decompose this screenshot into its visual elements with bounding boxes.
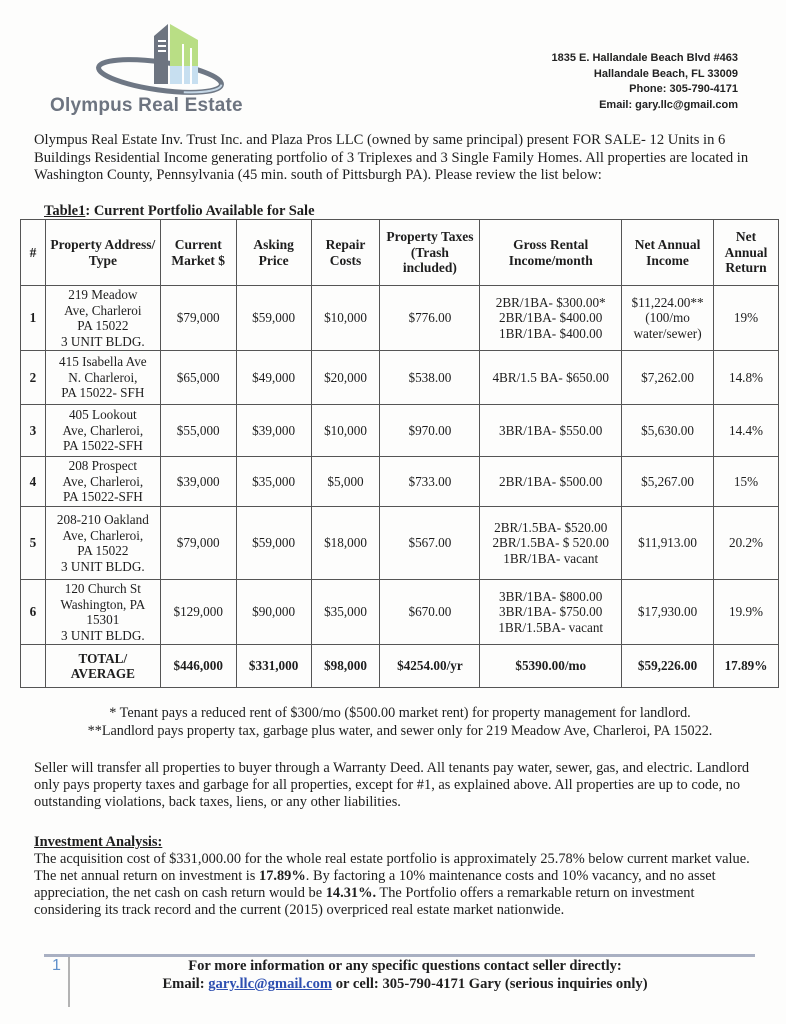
cell-rental	[480, 405, 622, 457]
cell-num: 1	[21, 286, 46, 351]
investment-text-part1: The acquisition cost of $331,000.00 for the whole real estate portfolio is approximately 25.78% below current market value. The net annual return on investment is	[34, 851, 750, 884]
cell-repair: $5,000	[311, 457, 380, 507]
col-header-rental: Gross Rental Income/month	[480, 220, 622, 286]
cell-address-line: Ave, Charleroi,	[62, 473, 144, 489]
cell-asking: $59,000	[236, 507, 311, 580]
cell-address-line: PA 15022-SFH	[62, 489, 143, 505]
table-caption	[44, 203, 315, 220]
cell-address-line: 208 Prospect	[68, 458, 138, 474]
cell-market: $65,000	[160, 351, 236, 405]
cell-address-line: PA 15022	[77, 318, 129, 333]
footnotes	[20, 705, 780, 740]
cell-rental	[480, 507, 622, 580]
cell-address-line: 3 UNIT BLDG.	[61, 627, 145, 643]
logo-text: Olympus Real Estate	[50, 95, 243, 116]
cell-net-return: 14.4%	[714, 405, 779, 457]
cell-address-line: 3 UNIT BLDG.	[61, 333, 145, 349]
cell-num: 4	[21, 457, 46, 507]
net-return-value: 17.89%	[259, 868, 306, 884]
cell-taxes: $733.00	[380, 457, 480, 507]
cell-asking: $49,000	[236, 351, 311, 405]
cell-market: $129,000	[160, 580, 236, 645]
cell-market: $55,000	[160, 405, 236, 457]
cell-repair: $10,000	[311, 405, 380, 457]
cell-asking: $39,000	[236, 405, 311, 457]
table-row	[21, 351, 779, 405]
cell-taxes: $776.00	[380, 286, 480, 351]
cell-net-income-line: $11,913.00	[638, 535, 697, 551]
cell-rental-line: 1BR/1BA- vacant	[503, 550, 599, 566]
col-header-market: Current Market $	[160, 220, 236, 286]
cell-repair: $35,000	[311, 580, 380, 645]
cell-address	[45, 405, 160, 457]
cell-net-income-line: $5,630.00	[641, 422, 694, 438]
cell-market: $79,000	[160, 507, 236, 580]
cta-line1: For more information or any specific questions contact seller directly:	[188, 958, 622, 974]
cell-address-line: 415 Isabella Ave	[59, 354, 147, 370]
footnote-1: * Tenant pays a reduced rent of $300/mo ($500.00 market rent) for property management for landlord.	[109, 705, 691, 721]
cell-address	[45, 286, 160, 351]
cell-rental-line: 2BR/1.5BA- $ 520.00	[492, 535, 609, 551]
cell-address	[45, 507, 160, 580]
col-header-net-return: Net Annual Return	[714, 220, 779, 286]
cell-net-income	[622, 580, 714, 645]
cell-asking: $35,000	[236, 457, 311, 507]
cell-taxes: $567.00	[380, 507, 480, 580]
cell-repair: $10,000	[311, 286, 380, 351]
cta-email-label: Email:	[162, 976, 209, 992]
total-taxes: $4254.00/yr	[380, 645, 480, 688]
cell-rental	[480, 351, 622, 405]
portfolio-table	[20, 219, 779, 688]
cell-repair: $20,000	[311, 351, 380, 405]
cell-num: 5	[21, 507, 46, 580]
table-row	[21, 405, 779, 457]
cell-net-income-line: $7,262.00	[641, 369, 694, 385]
total-market: $446,000	[160, 645, 236, 688]
cell-address-line: Ave, Charleroi,	[62, 422, 144, 438]
col-header-asking: Asking Price	[236, 220, 311, 286]
table-row	[21, 507, 779, 580]
building-logo-icon	[40, 14, 300, 104]
cell-address-line: Washington, PA	[60, 596, 146, 612]
cell-rental-line: 3BR/1BA- $800.00	[499, 588, 603, 604]
total-repair: $98,000	[311, 645, 380, 688]
cell-rental-line: 2BR/1.5BA- $520.00	[494, 519, 608, 535]
table-caption-label: Table1	[44, 203, 86, 219]
contact-cta	[70, 957, 740, 993]
cell-rental-line: 3BR/1BA- $750.00	[499, 604, 603, 620]
contact-address-line1: 1835 E. Hallandale Beach Blvd #463	[551, 52, 738, 64]
cell-rental-line: 2BR/1BA- $500.00	[499, 473, 603, 489]
cell-net-income-line: water/sewer)	[633, 325, 702, 341]
col-header-repair: Repair Costs	[311, 220, 380, 286]
cell-market: $79,000	[160, 286, 236, 351]
cell-market: $39,000	[160, 457, 236, 507]
cell-net-return: 20.2%	[714, 507, 779, 580]
contact-email: Email: gary.llc@gmail.com	[599, 98, 738, 111]
total-net-return: 17.89%	[714, 645, 779, 688]
cell-num	[21, 645, 46, 688]
email-link[interactable]: gary.llc@gmail.com	[208, 976, 333, 992]
cell-num: 3	[21, 405, 46, 457]
intro-paragraph: Olympus Real Estate Inv. Trust Inc. and Plaza Pros LLC (owned by same principal) present FOR SALE- 12 Units in 6 Buildings Residential Income generating portfolio of 3 Triplexes and 3 Single Family Homes. All properties are located in Washington County, Pennsylvania (45 min. south of Pittsburgh PA). Please review the list below:	[34, 132, 749, 183]
cell-address-line: PA 15022- SFH	[61, 385, 145, 401]
page-number: 1	[52, 957, 61, 974]
total-net-income: $59,226.00	[622, 645, 714, 688]
cell-address-line: 120 Church St	[64, 581, 141, 596]
col-header-num: #	[21, 220, 46, 286]
investment-text-part3: The Portfolio offers a remarkable return on investment considering its track record and the current (2015) overpriced real estate market nationwide.	[34, 885, 695, 918]
contact-phone: Phone: 305-790-4171	[629, 83, 738, 95]
col-header-taxes: Property Taxes (Trash included)	[380, 220, 480, 286]
cell-net-income	[622, 405, 714, 457]
cta-line2	[70, 975, 740, 993]
cell-rental-line: 3BR/1BA- $550.00	[499, 422, 603, 438]
table-caption-title: : Current Portfolio Available for Sale	[85, 203, 315, 219]
cell-address-line: 15301	[86, 612, 120, 627]
cell-net-income	[622, 351, 714, 405]
total-label-line: AVERAGE	[70, 666, 135, 681]
table-row	[21, 286, 779, 351]
cell-taxes: $970.00	[380, 405, 480, 457]
cta-phone-text: or cell: 305-790-4171 Gary (serious inquiries only)	[332, 976, 648, 992]
cell-num: 2	[21, 351, 46, 405]
cell-rental-line: 2BR/1BA- $400.00	[499, 310, 603, 326]
cell-address-line: Ave, Charleroi	[64, 302, 142, 318]
cell-repair: $18,000	[311, 507, 380, 580]
cell-net-return: 15%	[714, 457, 779, 507]
total-asking: $331,000	[236, 645, 311, 688]
cell-net-income-line: $5,267.00	[641, 473, 694, 489]
cell-net-income-line: (100/mo	[645, 310, 690, 326]
cell-address-line: 3 UNIT BLDG.	[61, 558, 145, 574]
cell-num: 6	[21, 580, 46, 645]
investment-analysis	[34, 834, 754, 919]
cell-taxes: $538.00	[380, 351, 480, 405]
investment-title: Investment Analysis:	[34, 834, 163, 850]
cell-address-line: PA 15022	[77, 543, 129, 558]
table-header-row	[21, 220, 779, 286]
cell-net-income-line: $11,224.00**	[631, 294, 704, 310]
cell-address	[45, 580, 160, 645]
total-label	[45, 645, 160, 688]
cell-rental	[480, 580, 622, 645]
cell-rental-line: 2BR/1BA- $300.00*	[495, 294, 606, 310]
cell-rental	[480, 457, 622, 507]
col-header-net-income: Net Annual Income	[622, 220, 714, 286]
total-label-line: TOTAL/	[78, 650, 128, 666]
table-row	[21, 457, 779, 507]
col-header-address: Property Address/ Type	[45, 220, 160, 286]
cell-rental-line: 1BR/1.5BA- vacant	[498, 619, 604, 635]
investment-text-part2: . By factoring a 10% maintenance costs and 10% vacancy, and no asset appreciation, the net cash on cash return would be	[34, 868, 716, 901]
cell-taxes: $670.00	[380, 580, 480, 645]
table-total-row	[21, 645, 779, 688]
cell-asking: $90,000	[236, 580, 311, 645]
cell-net-return: 19%	[714, 286, 779, 351]
cell-net-return: 14.8%	[714, 351, 779, 405]
cell-address-line: 405 Lookout	[68, 407, 137, 423]
cell-asking: $59,000	[236, 286, 311, 351]
table-row	[21, 580, 779, 645]
cell-address-line: 208-210 Oakland	[56, 512, 149, 527]
cell-net-income-line: $17,930.00	[637, 604, 698, 620]
contact-address-line2: Hallandale Beach, FL 33009	[593, 67, 738, 80]
deed-paragraph: Seller will transfer all properties to buyer through a Warranty Deed. All tenants pay water, sewer, gas, and electric. Landlord only pays property taxes and garbage for all properties, except for #1, as explained above. All properties are up to code, no outstanding violations, back taxes, liens, or any other liabilities.	[34, 760, 750, 810]
total-rental: $5390.00/mo	[480, 645, 622, 688]
cell-net-income	[622, 286, 714, 351]
cell-net-income	[622, 457, 714, 507]
cell-address	[45, 351, 160, 405]
cell-rental-line: 1BR/1BA- $400.00	[499, 325, 603, 341]
cell-net-income	[622, 507, 714, 580]
cell-net-return: 19.9%	[714, 580, 779, 645]
cell-address	[45, 457, 160, 507]
footnote-2: **Landlord pays property tax, garbage plus water, and sewer only for 219 Meadow Ave, Charleroi, PA 15022.	[87, 722, 713, 739]
cell-address-line: PA 15022-SFH	[62, 438, 143, 454]
cell-address-line: Ave, Charleroi,	[62, 527, 144, 543]
cash-on-cash-value: 14.31%.	[325, 885, 377, 901]
cell-address-line: N. Charleroi,	[68, 369, 138, 385]
cell-address-line: 219 Meadow	[68, 287, 138, 302]
cell-rental-line: 4BR/1.5 BA- $650.00	[492, 369, 609, 385]
contact-block	[552, 51, 739, 113]
investment-text	[34, 851, 754, 919]
cell-rental	[480, 286, 622, 351]
